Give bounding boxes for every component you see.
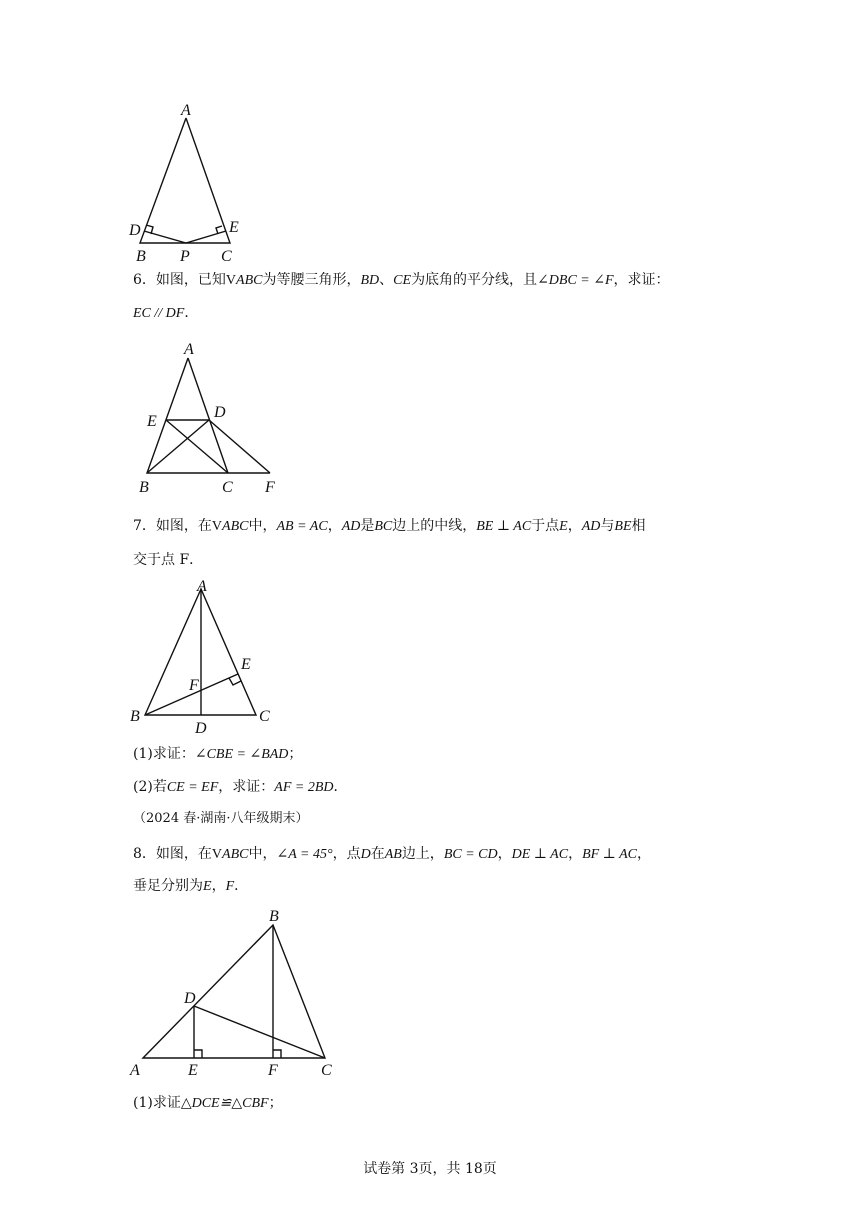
question-8-line-2: 垂足分别为E，F． [133,878,249,894]
label-f: F [189,677,199,694]
label-d: D [214,404,226,421]
triangle-45-degree-diagram [125,905,355,1085]
label-e: E [188,1062,198,1079]
triangle-abc-bisectors-diagram [130,340,290,500]
label-b: B [139,479,149,496]
question-7-part-2: (2)若CE = EF，求证：AF = 2BD． [133,779,348,795]
label-b: B [130,708,140,725]
figure-q6 [130,340,290,500]
question-6-line-2: EC // DF． [133,305,199,321]
figure-q7 [125,575,285,735]
question-8-line-1: 8．如图，在VABC中，∠A = 45°，点D在AB边上，BC = CD，DE ⊥ AC，BF ⊥ AC， [133,846,651,862]
label-b: B [269,908,279,925]
page-footer: 试卷第 3页，共 18页 [363,1161,497,1177]
question-6-line-1: 6．如图，已知VABC为等腰三角形，BD、CE为底角的平分线，且∠DBC = ∠F，求证： [133,272,670,288]
label-a: A [197,578,207,595]
label-a: A [181,102,191,119]
label-p: P [180,248,190,265]
perpendiculars-pd-pe [144,231,226,243]
label-a: A [184,341,194,358]
triangle-outline [140,118,230,243]
question-7-line-1: 7．如图，在VABC中，AB = AC，AD是BC边上的中线，BE ⊥ AC于点E，AD与BE相 [133,518,646,534]
label-d: D [129,222,141,239]
label-a: A [130,1062,140,1079]
question-8-part-1: (1)求证△DCE≌△CBF； [133,1095,283,1111]
label-b: B [136,248,146,265]
label-c: C [259,708,270,725]
triangle-outline [143,925,325,1058]
figure-q8 [125,905,355,1085]
label-c: C [222,479,233,496]
right-angle-mark-e [194,1050,202,1058]
label-e: E [147,413,157,430]
question-7-line-2: 交于点 F． [133,552,204,568]
label-f: F [265,479,275,496]
right-angle-mark-e [229,678,241,685]
label-d: D [195,720,207,737]
figure-q5 [120,100,260,265]
question-7-part-1: (1)求证：∠CBE = ∠BAD； [133,746,303,762]
triangle-median-altitude-diagram [125,575,285,735]
label-e: E [241,656,251,673]
label-f: F [268,1062,278,1079]
label-c: C [221,248,232,265]
label-e: E [229,219,239,236]
triangle-abc-diagram [120,100,260,265]
question-source: （2024 春·湖南·八年级期末） [133,811,309,826]
label-d: D [184,990,196,1007]
label-c: C [321,1062,332,1079]
right-angle-mark-f [273,1050,281,1058]
segment-dc [194,1006,325,1058]
